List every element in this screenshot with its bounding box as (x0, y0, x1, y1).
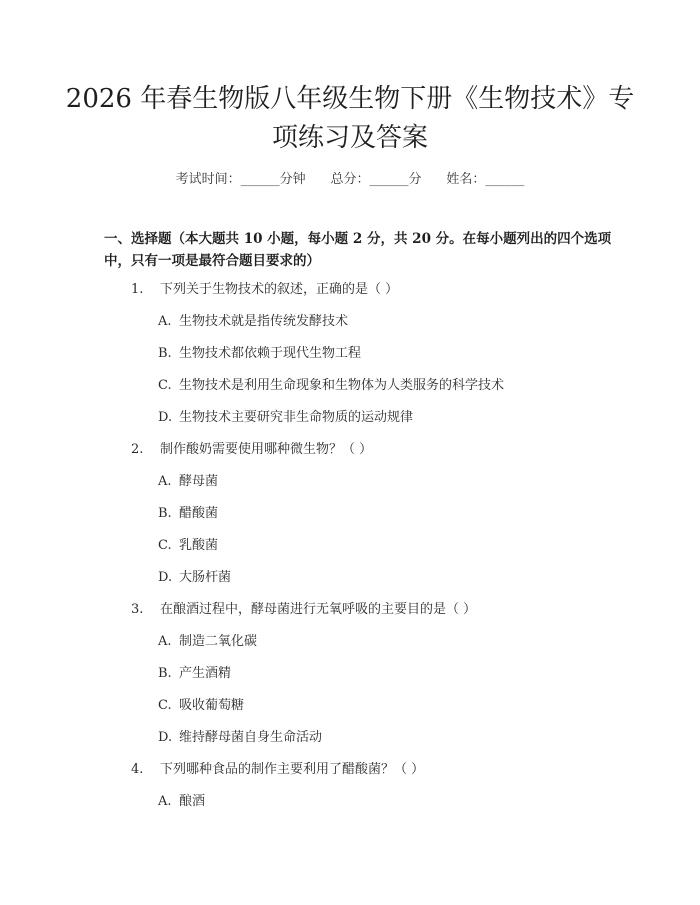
question-2 (0, 441, 700, 473)
option-letter: B. (158, 666, 172, 681)
question-number: 2. (131, 442, 144, 457)
option-text: 酿酒 (179, 794, 206, 809)
option-letter: D. (158, 570, 173, 585)
question-text: 下列哪种食品的制作主要利用了醋酸菌？（ ） (160, 762, 425, 777)
option-letter: B. (158, 346, 172, 361)
option-letter: C. (158, 538, 172, 553)
question-1 (0, 281, 700, 313)
exam-time-blank: ______ (240, 172, 280, 187)
student-name-blank: ______ (485, 172, 525, 187)
question-2-option-b (0, 505, 700, 537)
option-text: 大肠杆菌 (179, 570, 232, 585)
option-letter: A. (158, 634, 172, 649)
question-3 (0, 601, 700, 633)
option-text: 酵母菌 (179, 474, 219, 489)
question-number: 3. (131, 602, 144, 617)
document-title: 2026 年春生物版八年级生物下册《生物技术》专项练习及答案 (65, 84, 635, 153)
question-2-option-a (0, 473, 700, 505)
question-3-option-c (0, 697, 700, 729)
exam-time-unit: 分钟 (279, 172, 306, 187)
exam-time-label: 考试时间： (175, 172, 241, 187)
option-letter: A. (158, 314, 172, 329)
exam-info-line (0, 168, 700, 187)
question-4 (0, 761, 700, 793)
question-1-option-d (0, 409, 700, 441)
question-1-option-c (0, 377, 700, 409)
question-3-option-a (0, 633, 700, 665)
option-text: 乳酸菌 (179, 538, 219, 553)
option-text: 产生酒精 (179, 666, 232, 681)
option-letter: A. (158, 794, 172, 809)
total-score-blank: ______ (369, 172, 409, 187)
question-2-option-c (0, 537, 700, 569)
section-1-heading: 一、选择题（本大题共 10 小题，每小题 2 分，共 20 分。在每小题列出的四个选项中，只有一项是最符合题目要求的） (104, 231, 612, 269)
question-2-option-d (0, 569, 700, 601)
option-letter: D. (158, 410, 173, 425)
option-letter: C. (158, 378, 172, 393)
option-letter: A. (158, 474, 172, 489)
question-list (0, 281, 700, 825)
student-name-label: 姓名： (446, 172, 486, 187)
option-letter: B. (158, 506, 172, 521)
question-text: 制作酸奶需要使用哪种微生物？（ ） (160, 442, 373, 457)
option-text: 生物技术就是指传统发酵技术 (179, 314, 349, 329)
option-text: 维持酵母菌自身生命活动 (179, 730, 323, 745)
option-text: 吸收葡萄糖 (179, 698, 245, 713)
total-score-unit: 分 (408, 172, 422, 187)
question-4-option-a (0, 793, 700, 825)
option-text: 制造二氧化碳 (179, 634, 258, 649)
option-text: 生物技术都依赖于现代生物工程 (179, 346, 362, 361)
option-text: 生物技术主要研究非生命物质的运动规律 (179, 410, 414, 425)
total-score-label: 总分： (330, 172, 370, 187)
question-number: 4. (131, 762, 144, 777)
question-text: 在酿酒过程中，酵母菌进行无氧呼吸的主要目的是（ ） (160, 602, 477, 617)
question-text: 下列关于生物技术的叙述，正确的是（ ） (160, 282, 399, 297)
question-1-option-a (0, 313, 700, 345)
question-1-option-b (0, 345, 700, 377)
option-text: 生物技术是利用生命现象和生物体为人类服务的科学技术 (179, 378, 505, 393)
option-text: 醋酸菌 (179, 506, 219, 521)
question-3-option-d (0, 729, 700, 761)
option-letter: C. (158, 698, 172, 713)
question-3-option-b (0, 665, 700, 697)
question-number: 1. (131, 282, 144, 297)
option-letter: D. (158, 730, 173, 745)
